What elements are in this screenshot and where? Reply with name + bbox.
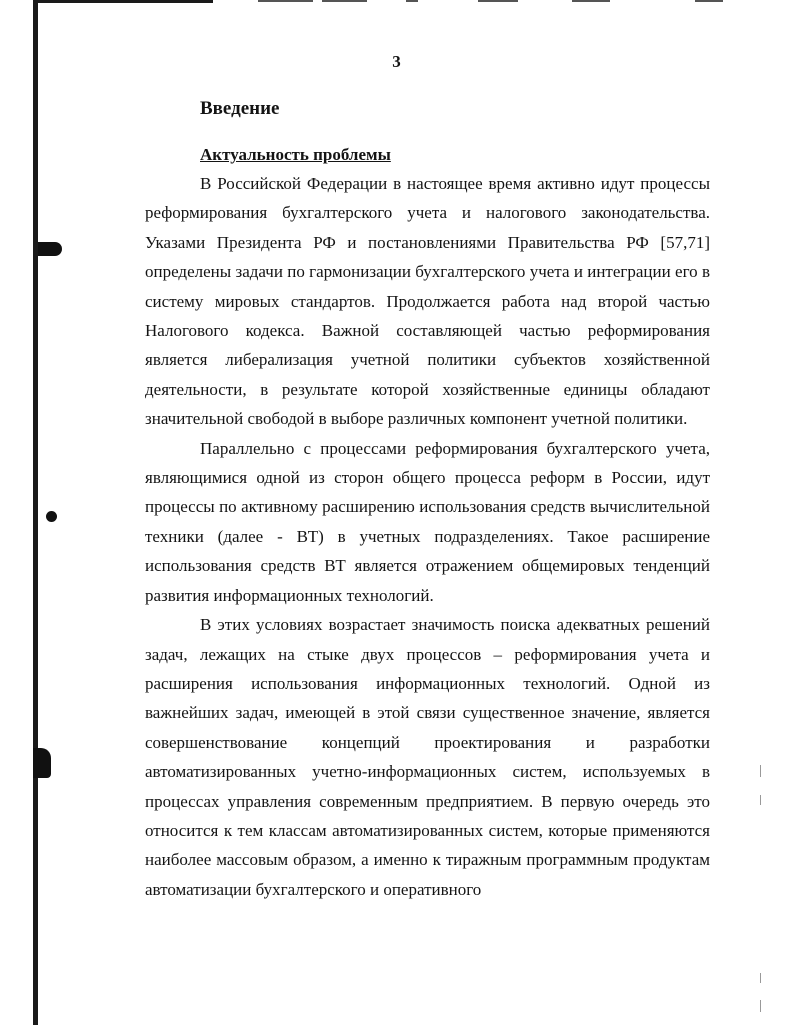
page-number: 3 — [392, 52, 401, 71]
scan-dash — [572, 0, 610, 2]
document-body — [145, 169, 710, 904]
edge-tick — [760, 765, 761, 777]
page-title: Введение — [200, 98, 280, 119]
edge-tick — [760, 1000, 761, 1012]
punch-mark — [46, 511, 57, 522]
paragraph: В этих условиях возрастает значимость поиска адекватных решений задач, лежащих на стыке двух процессов – реформирования учета и расширения использования информационных технологий. Одной из важнейших задач, имеющей в этой связи существенное значение, является совершенствование концепций проектирования и разработки автоматизированных учетно-информационных систем, используемых в процессах управления современным предприятием. В первую очередь это относится к тем классам автоматизированных систем, которые применяются наиболее массовым образом, а именно к тиражным программным продуктам автоматизации бухгалтерского и оперативного — [145, 615, 710, 899]
scan-border-top — [33, 0, 213, 3]
punch-mark — [38, 242, 62, 256]
scan-dash — [322, 0, 367, 2]
scan-dash — [478, 0, 518, 2]
scan-dash — [258, 0, 313, 2]
scan-border-left — [33, 0, 38, 1025]
scan-dash — [695, 0, 723, 2]
section-title: Актуальность проблемы — [200, 145, 391, 164]
paragraph: Параллельно с процессами реформирования бухгалтерского учета, являющимися одной из сторон общего процесса реформ в России, идут процессы по активному расширению использования средств вычислительной техники (далее - ВТ) в учетных подразделениях. Такое расширение использования средств ВТ является отражением общемировых тенденций развития информационных технологий. — [145, 438, 710, 605]
paragraph: В Российской Федерации в настоящее время активно идут процессы реформирования бухгалтерского учета и налогового законодательства. Указами Президента РФ и постановлениями Правительства РФ [57,71] определены задачи по гармонизации бухгалтерского учета и интеграции его в систему мировых стандартов. Продолжается работа над второй частью Налогового кодекса. Важной составляющей частью реформирования является либерализация учетной политики субъектов хозяйственной деятельности, в результате которой хозяйственные единицы обладают значительной свободой в выборе различных компонент учетной политики. — [145, 174, 710, 429]
scan-dash — [406, 0, 418, 2]
edge-tick — [760, 795, 761, 805]
punch-mark — [33, 748, 51, 778]
edge-tick — [760, 973, 761, 983]
